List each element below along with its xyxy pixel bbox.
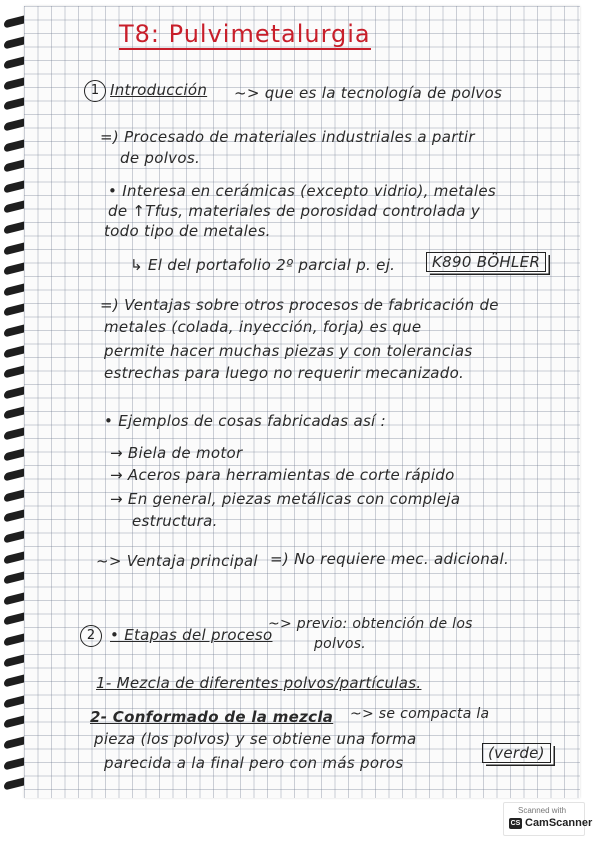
main-advantage-text: =) No requiere mec. adicional. (270, 550, 510, 568)
page-title: T8: Pulvimetalurgia (119, 20, 371, 48)
boxed-note-text: K890 BÖHLER (426, 252, 546, 272)
bullet-interest-sub: ↳ El del portafolio 2º parcial p. ej. (130, 256, 396, 274)
bullet-interest-line-1: • Interesa en cerámicas (excepto vidrio), metales (108, 182, 497, 200)
step-2-line-1: ~> se compacta la (350, 706, 490, 722)
example-3-line-1: → En general, piezas metálicas con compleja (110, 490, 461, 508)
notebook-page (24, 6, 580, 798)
definition-line-1: =) Procesado de materiales industriales a partir (100, 128, 475, 146)
section-2-heading-note-1: ~> previo: obtención de los (268, 616, 473, 632)
step-2-line-3: parecida a la final pero con más poros (104, 754, 404, 772)
scanner-watermark (503, 802, 593, 836)
section-number-1: 1 (84, 80, 106, 102)
scanner-brand: CamScanner (525, 817, 593, 829)
main-advantage-label: ~> Ventaja principal (96, 552, 258, 570)
section-1-heading: Introducción (110, 81, 208, 99)
examples-heading: • Ejemplos de cosas fabricadas así : (104, 412, 386, 430)
section-2-heading-note-2: polvos. (314, 636, 367, 652)
step-2-boxed-note (482, 744, 551, 762)
advantages-line-4: estrechas para luego no requerir mecanizado. (104, 364, 465, 382)
section-2-heading: • Etapas del proceso (110, 626, 273, 644)
section-number-2: 2 (80, 625, 102, 647)
step-2-label: 2- Conformado de la mezcla (90, 708, 334, 726)
section-1-heading-note: ~> que es la tecnología de polvos (234, 84, 503, 102)
bullet-interest-line-3: todo tipo de metales. (104, 222, 271, 240)
definition-line-2: de polvos. (120, 149, 201, 167)
scanner-caption: Scanned with (518, 806, 567, 815)
example-1: → Biela de motor (110, 444, 243, 462)
advantages-line-1: =) Ventajas sobre otros procesos de fabricación de (100, 296, 499, 314)
step-1: 1- Mezcla de diferentes polvos/partículas. (96, 674, 422, 692)
advantages-line-2: metales (colada, inyección, forja) es que (104, 318, 422, 336)
advantages-line-3: permite hacer muchas piezas y con tolerancias (104, 342, 473, 360)
example-2: → Aceros para herramientas de corte rápido (110, 466, 455, 484)
example-3-line-2: estructura. (132, 512, 218, 530)
step-2-line-2: pieza (los polvos) y se obtiene una forma (94, 730, 417, 748)
camscanner-logo: CS (510, 820, 521, 827)
step-2-boxed-text: (verde) (482, 743, 551, 763)
bullet-interest-line-2: de ↑Tfus, materiales de porosidad controlada y (108, 202, 481, 220)
boxed-note (426, 253, 546, 271)
